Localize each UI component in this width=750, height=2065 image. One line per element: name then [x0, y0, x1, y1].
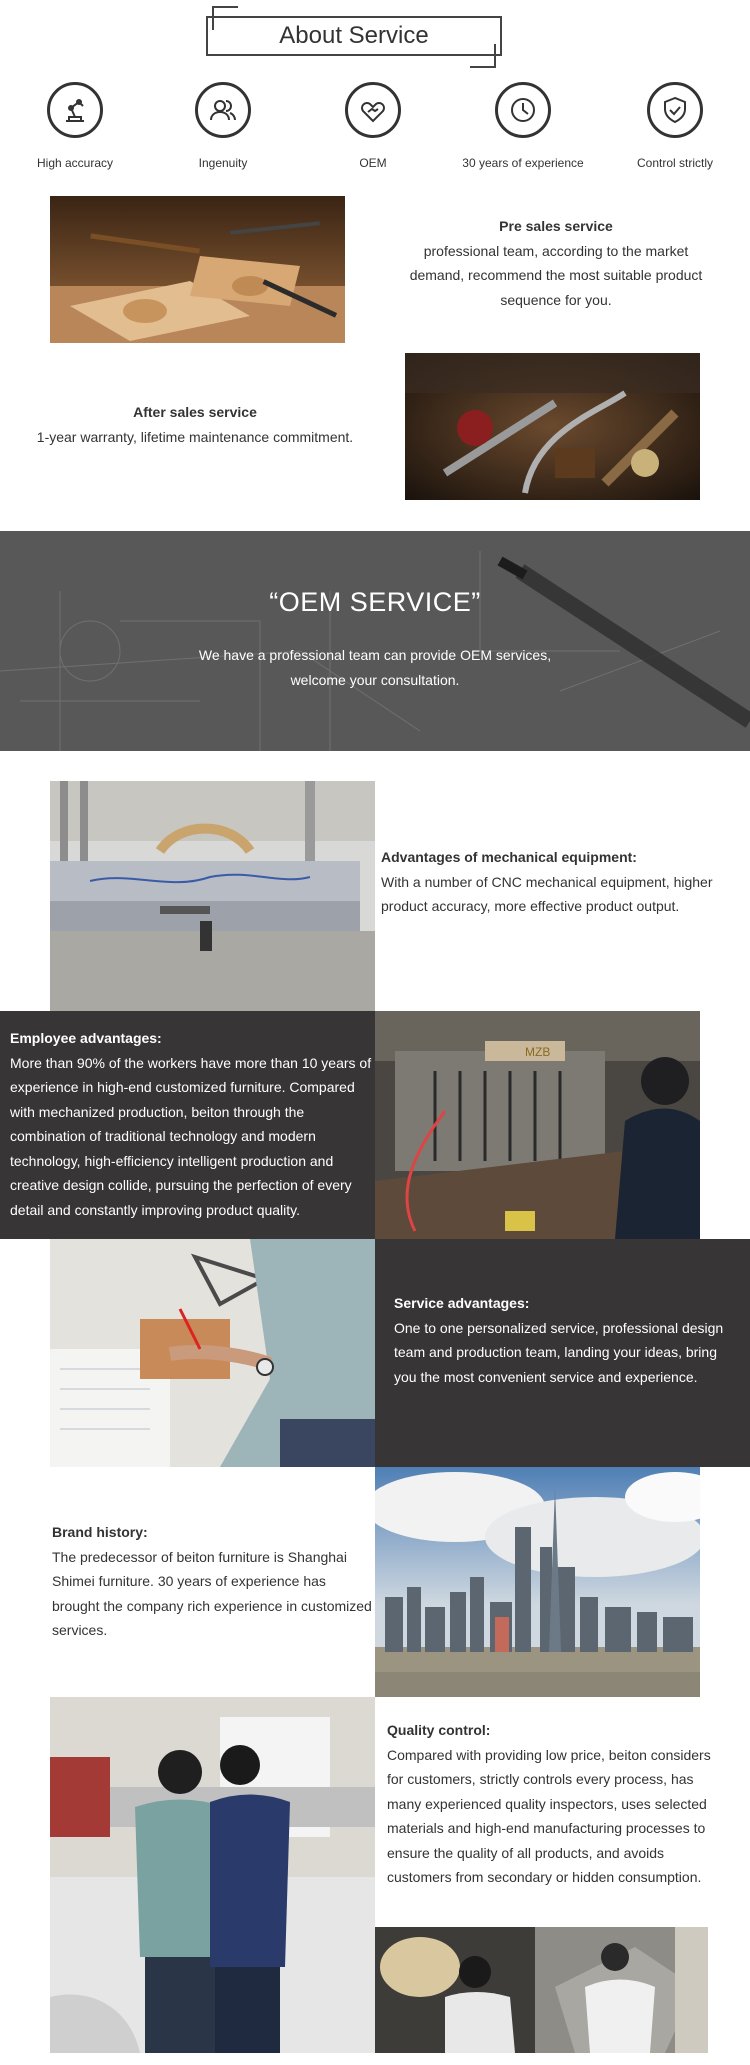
- factory-machine-photo: [50, 781, 375, 1011]
- workers-sanding-photo: [375, 1927, 708, 2053]
- pre-sales-title: Pre sales service: [499, 218, 613, 234]
- service-title: Service advantages:: [394, 1295, 530, 1311]
- title-corner-bottom-right: [470, 44, 496, 68]
- quality-title: Quality control:: [387, 1722, 491, 1738]
- pre-sales-block: [396, 214, 716, 312]
- employee-block: [10, 1026, 375, 1222]
- service-panel: [375, 1239, 750, 1467]
- handshake-heart-icon: [345, 82, 401, 138]
- brand-title: Brand history:: [52, 1524, 148, 1540]
- shanghai-skyline-photo: [375, 1467, 700, 1697]
- robot-arm-icon: [47, 82, 103, 138]
- feature-label: Ingenuity: [198, 156, 248, 170]
- oem-banner: [0, 531, 750, 751]
- oem-banner-text: [0, 643, 750, 692]
- clock-icon: [495, 82, 551, 138]
- worker-machine-photo: [375, 1011, 700, 1239]
- mechanical-text: With a number of CNC mechanical equipment, higher product accuracy, more effective product output.: [381, 873, 713, 914]
- service-block: [394, 1291, 734, 1389]
- blueprint-background: [0, 531, 750, 751]
- feature-ingenuity: [148, 82, 298, 170]
- employee-title: Employee advantages:: [10, 1030, 162, 1046]
- feature-label: OEM: [359, 156, 387, 170]
- brand-text: The predecessor of beiton furniture is Shanghai Shimei furniture. 30 years of experience has brought the company rich experience in customized services.: [52, 1548, 372, 1638]
- design-drafting-photo: [50, 1239, 375, 1467]
- oem-banner-line-1: We have a professional team can provide OEM services,: [198, 647, 552, 663]
- page-title-text: About Service: [279, 22, 429, 49]
- after-sales-text: 1-year warranty, lifetime maintenance commitment.: [36, 428, 354, 445]
- feature-experience: [448, 82, 598, 170]
- oem-banner-line-2: welcome your consultation.: [290, 671, 460, 688]
- after-sales-title: After sales service: [133, 404, 257, 420]
- employee-text: More than 90% of the workers have more than 10 years of experience in high-end customized furniture. Compared with mechanized production, beiton through the combination of traditional technology and modern technology, high-efficiency intelligent production and creative design collide, pursuing the perfection of every detail and constantly improving product quality.: [10, 1054, 372, 1218]
- quality-text: Compared with providing low price, beiton considers for customers, strictly controls every process, has many experienced quality inspectors, uses selected materials and high-end manufacturing processes to ensure the quality of all products, and avoids customers from secondary or hidden consumption.: [387, 1746, 711, 1885]
- feature-label: Control strictly: [636, 156, 713, 170]
- shield-check-icon: [647, 82, 703, 138]
- mechanical-block: [381, 845, 721, 919]
- feature-control: [600, 82, 750, 170]
- feature-label: High accuracy: [36, 156, 114, 170]
- service-text: One to one personalized service, professional design team and production team, landing your ideas, bring you the most convenient service and experience.: [394, 1319, 724, 1385]
- quality-inspection-photo: [50, 1697, 375, 2053]
- quality-block: [387, 1718, 717, 1890]
- oem-banner-title: “OEM SERVICE”: [269, 587, 481, 617]
- users-icon: [195, 82, 251, 138]
- tools-photo: [405, 353, 700, 500]
- feature-label: 30 years of experience: [462, 156, 584, 170]
- employee-panel: [0, 1011, 375, 1239]
- wood-carving-photo: [50, 196, 345, 343]
- feature-oem: [298, 82, 448, 170]
- brand-block: [52, 1520, 372, 1643]
- pre-sales-text: professional team, according to the market demand, recommend the most suitable product sequence for you.: [409, 242, 703, 308]
- machine-brand-label: MZB: [525, 1045, 551, 1059]
- page-title: [206, 16, 502, 56]
- after-sales-block: [10, 400, 380, 449]
- feature-high-accuracy: [0, 82, 150, 170]
- mechanical-title: Advantages of mechanical equipment:: [381, 849, 637, 865]
